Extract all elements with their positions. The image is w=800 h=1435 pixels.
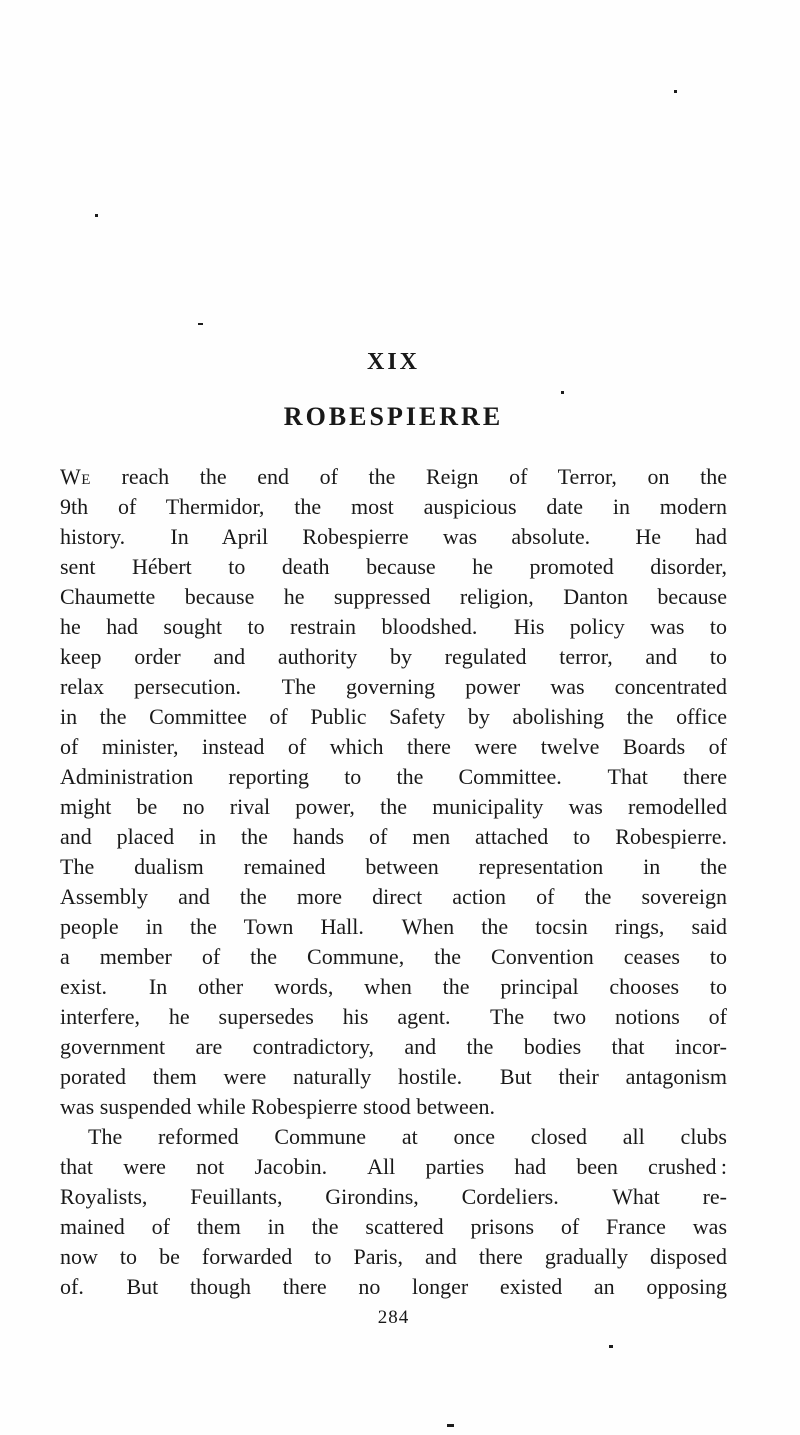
text-line: now to be forwarded to Paris, and there gradually disposed — [60, 1244, 727, 1269]
scan-speck — [674, 90, 677, 93]
page-number: 284 — [377, 1307, 410, 1328]
text-line: a member of the Commune, the Convention ceases to — [60, 944, 727, 969]
text-line: The reformed Commune at once closed all clubs — [88, 1124, 727, 1149]
text-line: was suspended while Robespierre stood between. — [60, 1094, 496, 1119]
chapter-title: ROBESPIERRE — [283, 402, 504, 431]
text-line: Assembly and the more direct action of the sovereign — [60, 884, 727, 909]
text-line: sent Hébert to death because he promoted disorder, — [60, 554, 727, 579]
text-line: keep order and authority by regulated terror, and to — [60, 644, 727, 669]
text-line: Royalists, Feuillants, Girondins, Cordeliers. What re- — [60, 1184, 727, 1209]
text-line: government are contradictory, and the bodies that incor- — [60, 1034, 727, 1059]
text-line: of minister, instead of which there were twelve Boards of — [60, 734, 727, 759]
text-line: in the Committee of Public Safety by abolishing the office — [60, 704, 727, 729]
text-line: 9th of Thermidor, the most auspicious date in modern — [60, 494, 727, 519]
scan-speck — [447, 1424, 454, 1427]
text-line: he had sought to restrain bloodshed. His policy was to — [60, 614, 727, 639]
text-line: The dualism remained between representation in the — [60, 854, 727, 879]
text-line: Chaumette because he suppressed religion, Danton because — [60, 584, 727, 609]
text-line: Administration reporting to the Committee. That there — [60, 764, 727, 789]
text-line: relax persecution. The governing power was concentrated — [60, 674, 727, 699]
text-line: and placed in the hands of men attached to Robespierre. — [60, 824, 727, 849]
text-line: might be no rival power, the municipality was remodelled — [60, 794, 727, 819]
scan-speck — [609, 1345, 613, 1348]
scan-speck — [198, 323, 203, 325]
chapter-number: XIX — [366, 349, 420, 375]
page-body — [60, 462, 727, 1302]
text-line: mained of them in the scattered prisons of France was — [60, 1214, 727, 1239]
text-line: porated them were naturally hostile. But their antagonism — [60, 1064, 727, 1089]
scan-speck — [95, 214, 98, 217]
text-line: history. In April Robespierre was absolute. He had — [60, 524, 727, 549]
scan-speck — [561, 391, 564, 394]
text-line: interfere, he supersedes his agent. The two notions of — [60, 1004, 727, 1029]
text-line: We reach the end of the Reign of Terror, on the — [60, 464, 727, 489]
text-line: that were not Jacobin. All parties had been crushed : — [60, 1154, 727, 1179]
lead-word: We — [60, 464, 91, 489]
text-line: people in the Town Hall. When the tocsin rings, said — [60, 914, 727, 939]
text-line: of. But though there no longer existed an opposing — [60, 1274, 727, 1299]
text-line: exist. In other words, when the principal chooses to — [60, 974, 727, 999]
